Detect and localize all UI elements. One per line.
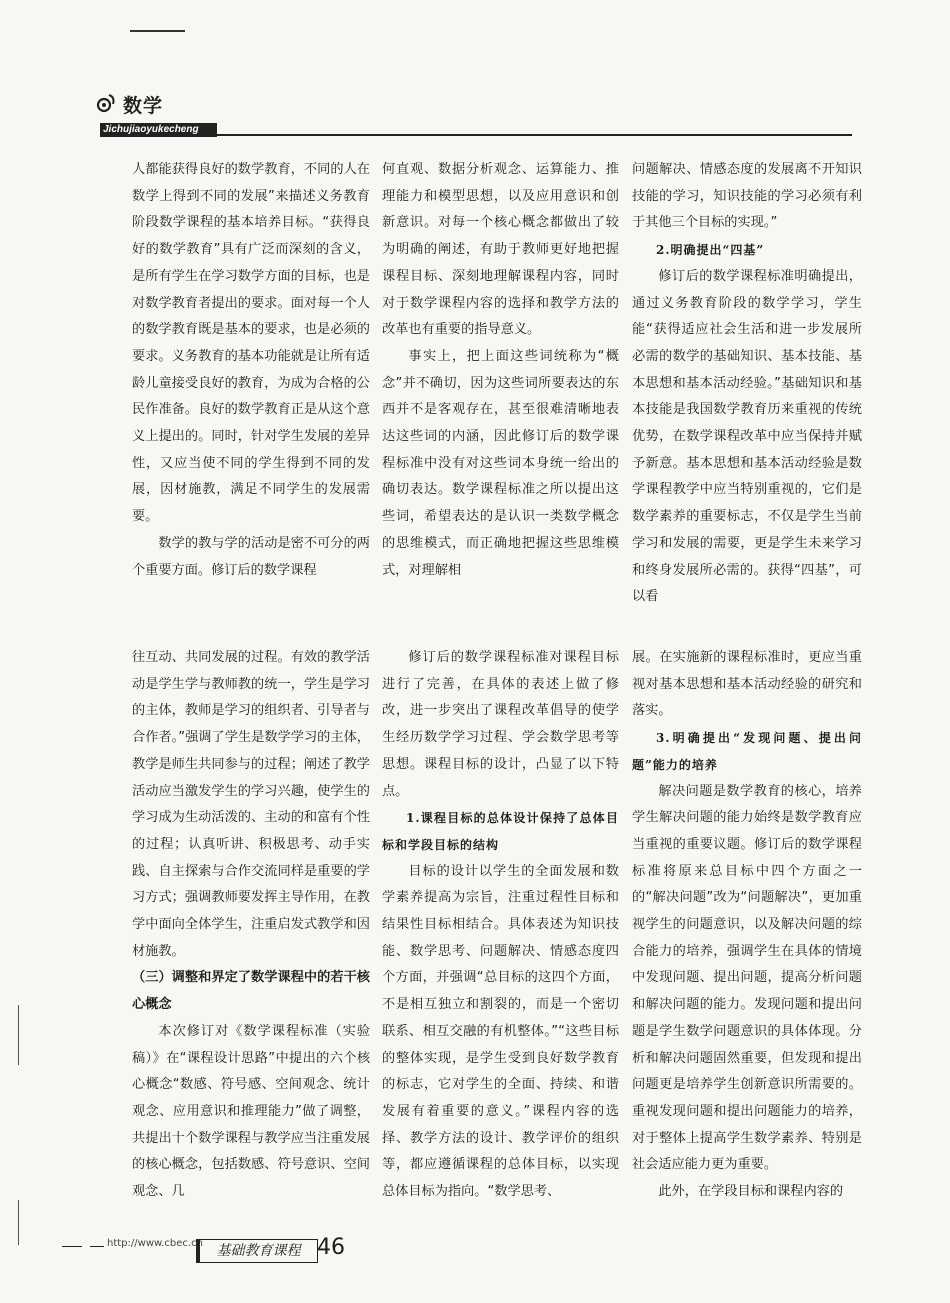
footer-dash	[90, 1246, 104, 1247]
paragraph: 本次修订对《数学课程标准（实验稿）》在“课程设计思路”中提出的六个核心概念“数感、符号感、空间观念、统计观念、应用意识和推理能力”做了调整，共提出十个数学课程与教学应当注重发展的核心概念，包括数感、符号意识、空间观念、几	[132, 1023, 370, 1200]
paragraph: 问题解决、情感态度的发展离不开知识技能的学习，知识技能的学习必须有利于其他三个目标的实现。”	[632, 162, 862, 231]
top-rule	[130, 30, 185, 32]
page-footer	[20, 1232, 440, 1272]
paragraph: 何直观、数据分析观念、运算能力、推理能力和模型思想，以及应用意识和创新意识。对每一个核心概念都做出了较为明确的阐述，有助于教师更好地把握课程目标、深刻地理解课程内容，同时对于数学课程内容的选择和教学方法的改革也有重要的指导意义。	[382, 162, 619, 338]
column-1-top	[132, 157, 370, 584]
column-2-bottom	[382, 645, 619, 1206]
paragraph: 往互动、共同发展的过程。有效的教学活动是学生学与教师教的统一，学生是学习的主体，教师是学习的组织者、引导者与合作者。”强调了学生是数学学习的主体，教学是师生共同参与的过程；阐述了教学活动应当激发学生的学习兴趣，使学生的学习成为生动活泼的、主动的和富有个性的过程；认真听讲、积极思考、动手实践、自主探索与合作交流同样是重要的学习方式；强调教师要发挥主导作用，在教学中面向全体学生，注重启发式教学和因材施教。	[132, 650, 370, 959]
journal-banner: Jichujiaoyukecheng	[100, 123, 217, 137]
paragraph: 目标的设计以学生的全面发展和数学素养提高为宗旨，注重过程性目标和结果性目标相结合。具体表述为知识技能、数学思考、问题解决、情感态度四个方面，并强调“总目标的这四个方面，不是相互独立和割裂的，而是一个密切联系、相互交融的有机整体。”“这些目标的整体实现，是学生受到良好数学教育的标志，它对学生的全面、持续、和谐发展有着重要的意义。”课程内容的选择、教学方法的设计、教学评价的组织等，都应遵循课程的总体目标，以实现总体目标为指向。“数学思考、	[382, 863, 619, 1200]
section-heading: （三）调整和界定了数学课程中的若干核心概念	[132, 970, 370, 1013]
subheading: 3.明确提出“发现问题、提出问题”能力的培养	[632, 731, 862, 772]
journal-name-box: 基础教育课程	[196, 1239, 318, 1263]
swirl-logo-icon	[95, 91, 119, 115]
column-3-top	[632, 157, 862, 611]
section-title: 数学	[123, 95, 164, 117]
paragraph: 此外，在学段目标和课程内容的	[658, 1184, 844, 1200]
subheading: 2.明确提出“四基”	[656, 243, 765, 258]
scan-margin-mark	[18, 1200, 19, 1245]
footer-dash	[62, 1246, 82, 1247]
scan-margin-mark	[18, 1005, 19, 1065]
paragraph: 数学的教与学的活动是密不可分的两个重要方面。修订后的数学课程	[132, 535, 370, 578]
paragraph: 展。在实施新的课程标准时，更应当重视对基本思想和基本活动经验的研究和落实。	[632, 650, 862, 719]
paragraph: 修订后的数学课程标准明确提出，通过义务教育阶段的数学学习，学生能“获得适应社会生活和进一步发展所必需的数学的基础知识、基本技能、基本思想和基本活动经验。”基础知识和基本技能是我国数学教育历来重视的传统优势，在数学课程改革中应当保持并赋予新意。基本思想和基本活动经验是数学课程教学中应当特别重视的，它们是数学素养的重要标志，不仅是学生当前学习和发展的需要，更是学生未来学习和终身发展所必需的。获得“四基”，可以看	[632, 268, 862, 605]
header-rule	[217, 134, 852, 136]
paragraph: 修订后的数学课程标准对课程目标进行了完善，在具体的表述上做了修改，进一步突出了课程改革倡导的使学生经历数学学习过程、学会数学思考等思想。课程目标的设计，凸显了以下特点。	[382, 650, 619, 799]
footer-url: http://www.cbec.cn	[107, 1238, 203, 1249]
page-number: 46	[317, 1235, 345, 1260]
paragraph: 事实上，把上面这些词统称为“概念”并不确切，因为这些词所要表达的东西并不是客观存在，甚至很难清晰地表达这些词的内涵，因此修订后的数学课程标准中没有对这些词本身统一给出的确切表达。数学课程标准之所以提出这些词，希望表达的是认识一类数学概念的思维模式，而正确地把握这些思维模式，对理解相	[382, 348, 619, 578]
column-1-bottom	[132, 645, 370, 1206]
paragraph: 人都能获得良好的数学教育，不同的人在数学上得到不同的发展”来描述义务教育阶段数学课程的基本培养目标。“获得良好的数学教育”具有广泛而深刻的含义，是所有学生在学习数学方面的目标，也是对数学教育者提出的要求。面对每一个人的数学教育既是基本的要求，也是必须的要求。义务教育的基本功能就是让所有适龄儿童接受良好的教育，为成为合格的公民作准备。良好的数学教育正是从这个意义上提出的。同时，针对学生发展的差异性，又应当使不同的学生得到不同的发展，因材施教，满足不同学生的发展需要。	[132, 162, 370, 525]
column-3-bottom	[632, 645, 862, 1206]
paragraph: 解决问题是数学教育的核心，培养学生解决问题的能力始终是数学教育应当重视的重要议题。修订后的数学课程标准将原来总目标中四个方面之一的“解决问题”改为“问题解决”，更加重视学生的问题意识，以及解决问题的综合能力的培养，强调学生在具体的情境中发现问题、提出问题，提高分析问题和解决问题的能力。发现问题和提出问题是学生数学问题意识的具体体现。分析和解决问题固然重要，但发现和提出问题更是培养学生创新意识所需要的。重视发现问题和提出问题能力的培养，对于整体上提高学生数学素养、特别是社会适应能力更为重要。	[632, 783, 862, 1173]
subheading: 1.课程目标的总体设计保持了总体目标和学段目标的结构	[382, 811, 619, 852]
column-2-top	[382, 157, 619, 584]
